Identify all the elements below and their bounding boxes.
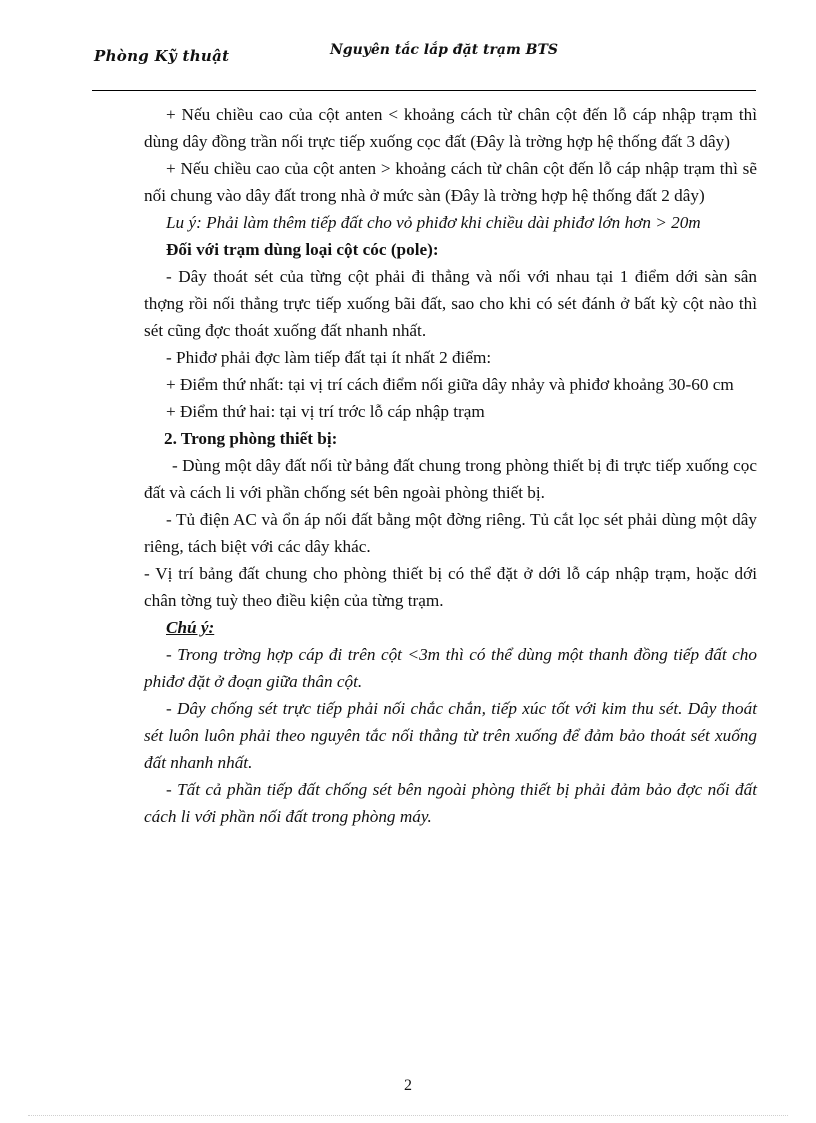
heading-note: Chú ý: bbox=[166, 618, 215, 637]
paragraph-ground-bar-location: - Vị trí bảng đất chung cho phòng thiết bị có thể đặt ở dới lỗ cáp nhập trạm, hoặc dới chân tờng tuỳ theo điều kiện của từng trạm. bbox=[144, 564, 757, 610]
page-number: 2 bbox=[404, 1077, 412, 1094]
paragraph-lightning-down-conductor: - Dây thoát sét của từng cột phải đi thẳng và nối với nhau tại 1 điểm dới sàn sân thợng rồi nối thẳng trực tiếp xuống bãi đất, sao cho khi có sét đánh ở bất kỳ cột nào thì sét cũng đợc thoát xuống đất nhanh nhất. bbox=[144, 267, 757, 340]
heading-pole-station: Đối với trạm dùng loại cột cóc (pole): bbox=[166, 240, 439, 259]
paragraph-first-point: + Điểm thứ nhất: tại vị trí cách điểm nối giữa dây nhảy và phiđơ khoảng 30-60 cm bbox=[166, 375, 734, 394]
paragraph-antenna-2-wire: + Nếu chiều cao của cột anten > khoảng cách từ chân cột đến lỗ cáp nhập trạm thì sẽ nối chung vào dây đất trong nhà ở mức sàn (Đây là trờng hợp hệ thống đất 2 dây) bbox=[144, 159, 757, 205]
paragraph-ground-wire: - Dùng một dây đất nối từ bảng đất chung trong phòng thiết bị đi trực tiếp xuống cọc đất và cách li với phần chống sét bên ngoài phòng thiết bị. bbox=[144, 456, 757, 502]
paragraph-ac-cabinet: - Tủ điện AC và ổn áp nối đất bằng một đờng riêng. Tủ cắt lọc sét phải dùng một dây riêng, tách biệt với các dây khác. bbox=[144, 510, 757, 556]
paragraph-feeder-grounding-points: - Phiđơ phải đợc làm tiếp đất tại ít nhất 2 điểm: bbox=[166, 348, 492, 367]
note-lightning-conductor: - Dây chống sét trực tiếp phải nối chắc chắn, tiếp xúc tốt với kim thu sét. Dây thoát sét luôn luôn phải theo nguyên tắc nối thẳng từ trên xuống để đảm bảo thoát sét xuống đất nhanh nhất. bbox=[144, 699, 757, 772]
page-header bbox=[92, 40, 756, 90]
header-rule bbox=[92, 90, 756, 91]
note-feeder-grounding: Lu ý: Phải làm thêm tiếp đất cho vỏ phiđơ khi chiều dài phiđơ lớn hơn > 20m bbox=[166, 213, 701, 232]
document-body bbox=[144, 101, 757, 830]
page-bottom-border bbox=[28, 1115, 788, 1116]
header-department: Phòng Kỹ thuật bbox=[94, 47, 230, 65]
header-document-title: Nguyên tắc lắp đặt trạm BTS bbox=[330, 42, 559, 58]
paragraph-second-point: + Điểm thứ hai: tại vị trí trớc lỗ cáp nhập trạm bbox=[166, 402, 485, 421]
note-cable-on-pole: - Trong trờng hợp cáp đi trên cột <3m thì có thể dùng một thanh đồng tiếp đất cho phiđơ đặt ở đoạn giữa thân cột. bbox=[144, 645, 757, 691]
paragraph-antenna-3-wire: + Nếu chiều cao của cột anten < khoảng cách từ chân cột đến lỗ cáp nhập trạm thì dùng dây đồng trần nối trực tiếp xuống cọc đất (Đây là trờng hợp hệ thống đất 3 dây) bbox=[144, 105, 757, 151]
heading-equipment-room: 2. Trong phòng thiết bị: bbox=[164, 429, 338, 448]
note-isolated-grounding: - Tất cả phần tiếp đất chống sét bên ngoài phòng thiết bị phải đảm bảo đợc nối đất cách li với phần nối đất trong phòng máy. bbox=[144, 780, 757, 826]
